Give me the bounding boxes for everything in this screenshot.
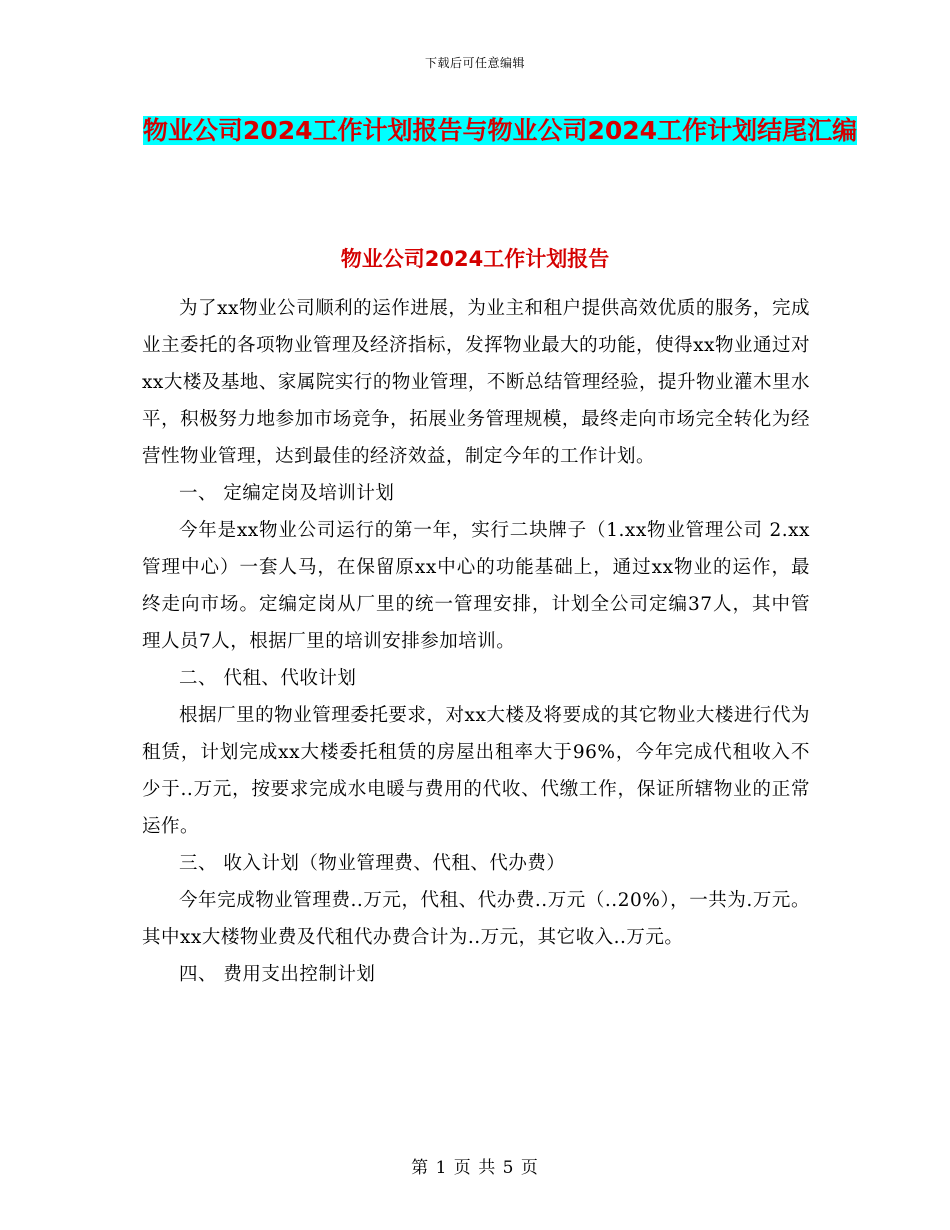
document-title-text: 物业公司2024工作计划报告与物业公司2024工作计划结尾汇编 — [142, 116, 858, 145]
document-body — [142, 290, 810, 993]
heading-rental-collection: 二、 代租、代收计划 — [179, 668, 357, 689]
heading-staffing-training: 一、 定编定岗及培训计划 — [179, 483, 395, 504]
page-header: 下载后可任意编辑 — [424, 56, 525, 70]
heading-income-plan: 三、 收入计划（物业管理费、代租、代办费） — [179, 853, 566, 874]
section-title: 物业公司2024工作计划报告 — [340, 247, 610, 271]
paragraph-staffing-training: 今年是xx物业公司运行的第一年，实行二块牌子（1.xx物业管理公司 2.xx管理中心）一套人马，在保留原xx中心的功能基础上，通过xx物业的运作，最终走向市场。定编定岗从厂里的统一管理安排，计划全公司定编37人，其中管理人员7人，根据厂里的培训安排参加培训。 — [142, 520, 810, 652]
paragraph-intro: 为了xx物业公司顺利的运作进展，为业主和租户提供高效优质的服务，完成业主委托的各项物业管理及经济指标，发挥物业最大的功能，使得xx物业通过对xx大楼及基地、家属院实行的物业管理，不断总结管理经验，提升物业灌木里水平，积极努力地参加市场竞争，拓展业务管理规模，最终走向市场完全转化为经营性物业管理，达到最佳的经济效益，制定今年的工作计划。 — [142, 298, 810, 467]
heading-expense-control: 四、 费用支出控制计划 — [179, 964, 376, 985]
document-title — [140, 108, 860, 154]
paragraph-income-plan: 今年完成物业管理费..万元，代租、代办费..万元（..20%），一共为.万元。其中xx大楼物业费及代租代办费合计为..万元，其它收入..万元。 — [142, 890, 810, 948]
paragraph-rental-collection: 根据厂里的物业管理委托要求，对xx大楼及将要成的其它物业大楼进行代为租赁，计划完成xx大楼委托租赁的房屋出租率大于96%，今年完成代租收入不少于..万元，按要求完成水电暖与费用的代收、代缴工作，保证所辖物业的正常运作。 — [142, 705, 810, 837]
page-footer: 第 1 页 共 5 页 — [411, 1158, 539, 1178]
